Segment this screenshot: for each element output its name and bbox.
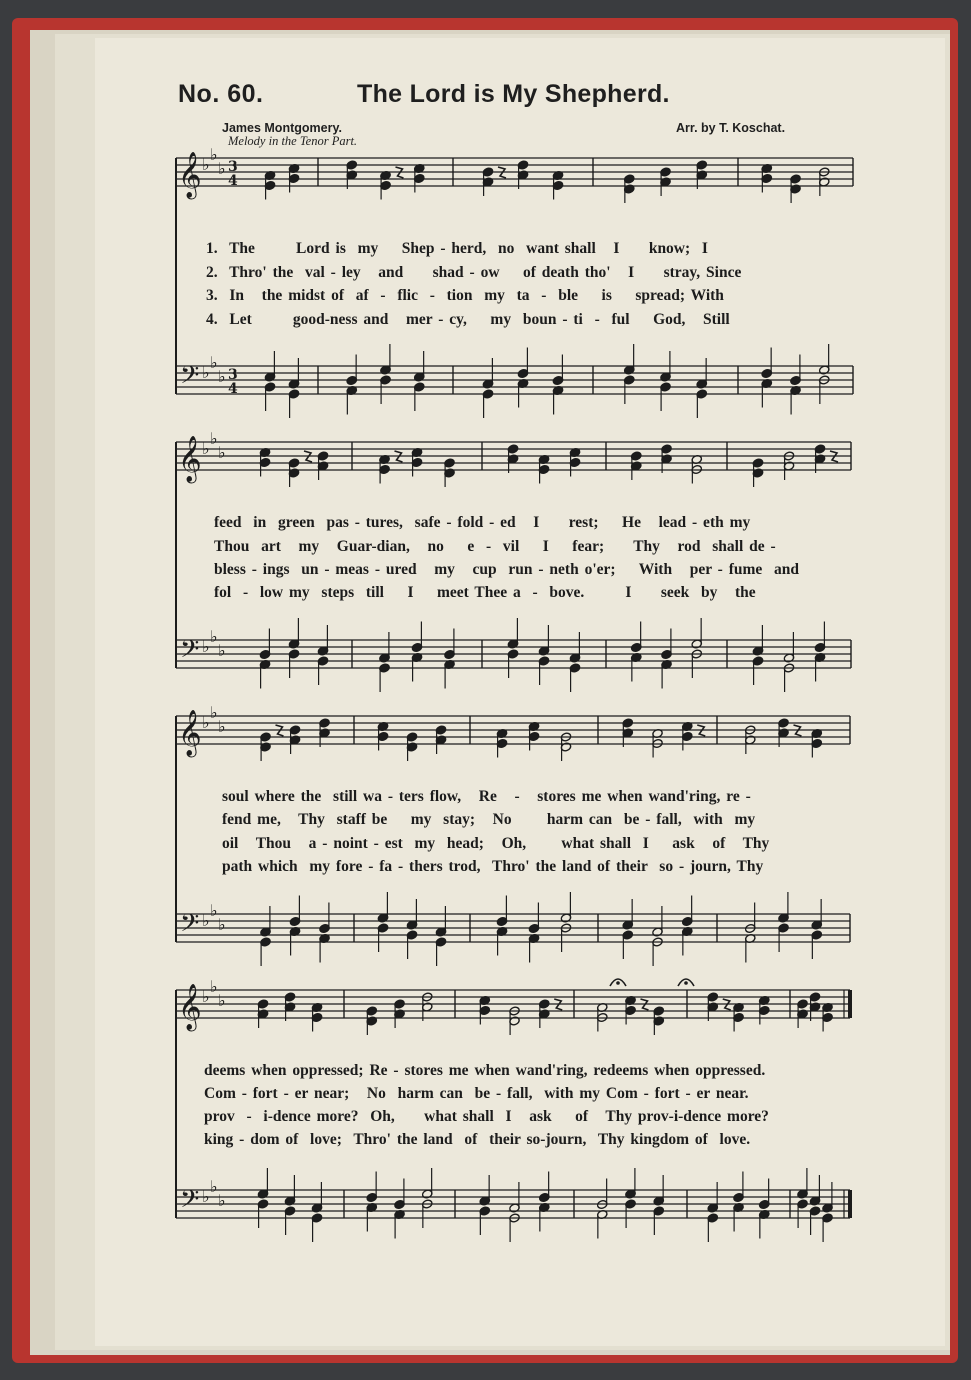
flat-icon: ♭	[202, 987, 210, 1006]
flat-icon: ♭	[218, 641, 226, 660]
lyric-line: 3. In the midst of af - flic - tion my ta - ble is spread; With	[206, 287, 724, 304]
melody-note: Melody in the Tenor Part.	[228, 134, 358, 148]
flat-icon: ♭	[210, 145, 218, 164]
flat-icon: ♭	[218, 991, 226, 1010]
flat-icon: ♭	[218, 915, 226, 934]
flat-icon: ♭	[218, 1191, 226, 1210]
flat-icon: ♭	[202, 363, 210, 382]
lyric-line: path which my fore - fa - thers trod, Thro' the land of their so - journ, Thy	[222, 858, 764, 875]
fermata-dot	[616, 981, 620, 985]
hymn-number: No. 60.	[178, 80, 264, 108]
lyric-line: king - dom of love; Thro' the land of their so-journ, Thy kingdom of love.	[204, 1131, 751, 1148]
author-credit: James Montgomery.	[222, 121, 342, 135]
fermata-dot	[684, 981, 688, 985]
lyric-line: prov - i-dence more? Oh, what shall I ask of Thy prov-i-dence more?	[204, 1108, 769, 1125]
lyric-line: Com - fort - er near; No harm can be - fall, with my Com - fort - er near.	[204, 1085, 749, 1102]
bass-clef-icon: 𝄢	[180, 1185, 200, 1220]
lyric-line: oil Thou a - noint - est my head; Oh, what shall I ask of Thy	[222, 835, 770, 852]
flat-icon: ♭	[202, 911, 210, 930]
time-signature: 3	[228, 159, 238, 175]
lyric-line: 4. Let good-ness and mer - cy, my boun - ti - ful God, Still	[206, 311, 730, 328]
flat-icon: ♭	[202, 637, 210, 656]
flat-icon: ♭	[202, 439, 210, 458]
lyric-line: 2. Thro' the val - ley and shad - ow of death tho' I stray, Since	[206, 264, 742, 281]
time-signature: 4	[228, 173, 238, 189]
lyric-line: Thou art my Guar-dian, no e - vil I fear; Thy rod shall de -	[214, 538, 776, 555]
flat-icon: ♭	[218, 159, 226, 178]
flat-icon: ♭	[218, 443, 226, 462]
bass-clef-icon: 𝄢	[180, 361, 200, 396]
lyric-line: 1. The Lord is my Shep - herd, no want shall I know; I	[206, 240, 708, 257]
flat-icon: ♭	[210, 1177, 218, 1196]
flat-icon: ♭	[218, 367, 226, 386]
flat-icon: ♭	[210, 353, 218, 372]
lyric-line: fol - low my steps till I meet Thee a - bove. I seek by the	[214, 584, 756, 601]
flat-icon: ♭	[210, 627, 218, 646]
lyric-line: feed in green pas - tures, safe - fold - ed I rest; He lead - eth my	[214, 514, 751, 531]
time-signature: 4	[228, 381, 238, 397]
treble-clef-icon: 𝄞	[178, 152, 202, 198]
flat-icon: ♭	[210, 703, 218, 722]
flat-icon: ♭	[210, 901, 218, 920]
lyric-line: deems when oppressed; Re - stores me when wand'ring, redeems when oppressed.	[204, 1062, 766, 1079]
treble-clef-icon: 𝄞	[178, 436, 202, 482]
bass-clef-icon: 𝄢	[180, 635, 200, 670]
treble-clef-icon: 𝄞	[178, 984, 202, 1030]
bass-clef-icon: 𝄢	[180, 909, 200, 944]
hymn-title: The Lord is My Shepherd.	[357, 80, 670, 108]
flat-icon: ♭	[202, 713, 210, 732]
lyric-line: soul where the still wa - ters flow, Re - stores me when wand'ring, re -	[222, 788, 751, 805]
time-signature: 3	[228, 367, 238, 383]
flat-icon: ♭	[202, 1187, 210, 1206]
lyric-line: bless - ings un - meas - ured my cup run - neth o'er; With per - fume and	[214, 561, 800, 578]
flat-icon: ♭	[210, 977, 218, 996]
treble-clef-icon: 𝄞	[178, 710, 202, 756]
arranger-credit: Arr. by T. Koschat.	[676, 121, 786, 135]
flat-icon: ♭	[218, 717, 226, 736]
flat-icon: ♭	[210, 429, 218, 448]
flat-icon: ♭	[202, 155, 210, 174]
lyric-line: fend me, Thy staff be my stay; No harm can be - fall, with my	[222, 811, 756, 828]
